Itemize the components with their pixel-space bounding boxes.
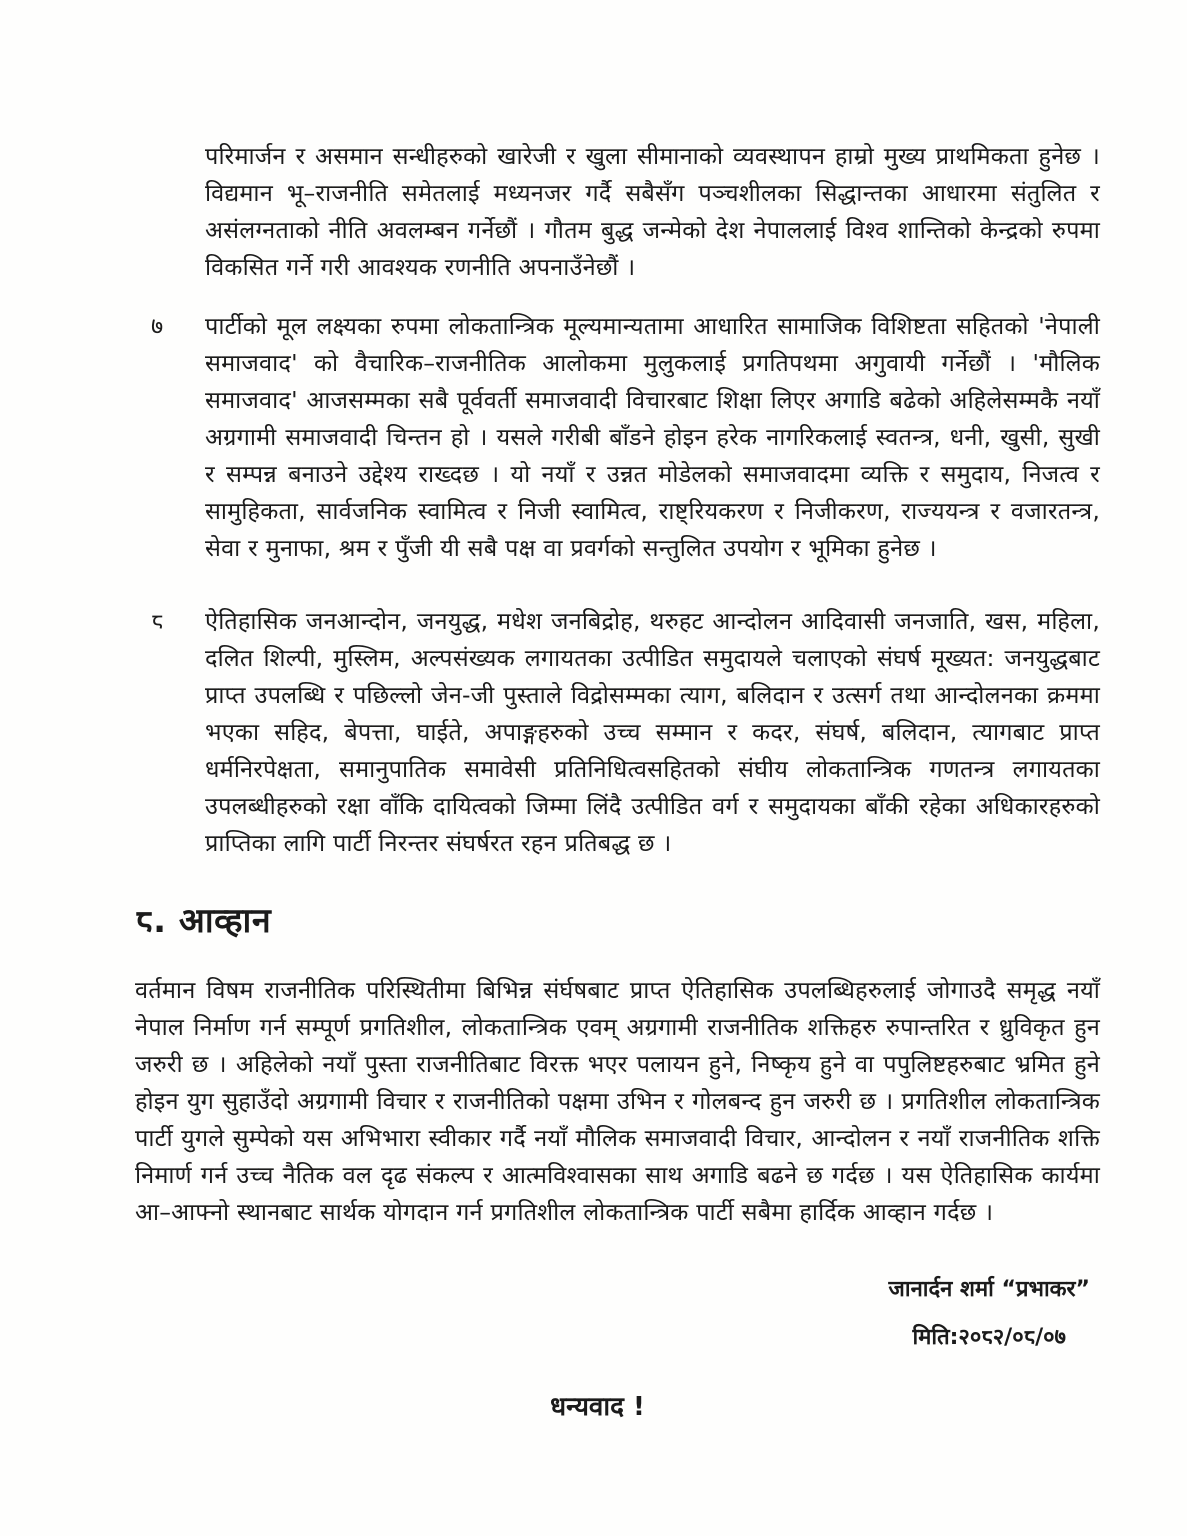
- list-item-8: [135, 603, 1100, 862]
- signature-block: [135, 1275, 1100, 1353]
- signature-name: जानार्दन शर्मा “प्रभाकर”: [888, 1277, 1090, 1302]
- closing-paragraph: वर्तमान विषम राजनीतिक परिस्थितीमा बिभिन्न संर्घषबाट प्राप्त ऐतिहासिक उपलब्धिहरुलाई जोगाउदै समृद्ध नयाँ नेपाल निर्माण गर्न सम्पूर्ण प्रगतिशील, लोकतान्त्रिक एवम् अग्रगामी राजनीतिक शक्तिहरु रुपान्तरित र ध्रुविकृत हुन जरुरी छ । अहिलेको नयाँ पुस्ता राजनीतिबाट विरक्त भएर पलायन हुने, निष्कृय हुने वा पपुलिष्टहरुबाट भ्रमित हुने होइन युग सुहाउँदो अग्रगामी विचार र राजनीतिको पक्षमा उभिन र गोलबन्द हुन जरुरी छ । प्रगतिशील लोकतान्त्रिक पार्टी युगले सुम्पेको यस अभिभारा स्वीकार गर्दै नयाँ मौलिक समाजवादी विचार, आन्दोलन र नयाँ राजनीतिक शक्ति निमार्ण गर्न उच्च नैतिक वल दृढ संकल्प र आत्मविश्वासका साथ अगाडि बढने छ गर्दछ । यस ऐतिहासिक कार्यमा आ–आफ्नो स्थानबाट सार्थक योगदान गर्न प्रगतिशील लोकतान्त्रिक पार्टी सबैमा हार्दिक आव्हान गर्दछ ।: [135, 976, 1100, 1226]
- signature-date: मिति:२०८२/०८/०७: [912, 1325, 1066, 1350]
- section-heading-aavhan: ८. आव्हान: [135, 901, 272, 941]
- thanks-line: धन्यवाद !: [550, 1392, 645, 1422]
- list-item-7-text: पार्टीको मूल लक्ष्यका रुपमा लोकतान्त्रिक मूल्यमान्यतामा आधारित सामाजिक विशिष्टता सहितको 'नेपाली समाजवाद' को वैचारिक–राजनीतिक आलोकमा मुलुकलाई प्रगतिपथमा अगुवायी गर्नेछौं । 'मौलिक समाजवाद' आजसम्मका सबै पूर्ववर्ती समाजवादी विचारबाट शिक्षा लिएर अगाडि बढेको अहिलेसम्मकै नयाँ अग्रगामी समाजवादी चिन्तन हो । यसले गरीबी बाँडने होइन हरेक नागरिकलाई स्वतन्त्र, धनी, खुसी, सुखी र सम्पन्न बनाउने उद्देश्य राख्दछ । यो नयाँ र उन्नत मोडेलको समाजवादमा व्यक्ति र समुदाय, निजत्व र सामुहिकता, सार्वजनिक स्वामित्व र निजी स्वामित्व, राष्ट्रियकरण र निजीकरण, राज्ययन्त्र र वजारतन्त्र, सेवा र मुनाफा, श्रम र पुँजी यी सबै पक्ष वा प्रवर्गको सन्तुलित उपयोग र भूमिका हुनेछ ।: [205, 312, 1100, 562]
- list-item-7: [135, 308, 1100, 567]
- list-item-8-text: ऐतिहासिक जनआन्दोन, जनयुद्ध, मधेश जनबिद्रोह, थरुहट आन्दोलन आदिवासी जनजाति, खस, महिला, दलित शिल्पी, मुस्लिम, अल्पसंख्यक लगायतका उत्पीडित समुदायले चलाएको संघर्ष मूख्यत: जनयुद्धबाट प्राप्त उपलब्धि र पछिल्लो जेन-जी पुस्ताले विद्रोसम्मका त्याग, बलिदान र उत्सर्ग तथा आन्दोलनका क्रममा भएका सहिद, बेपत्ता, घाईते, अपाङ्गहरुको उच्च सम्मान र कदर, संघर्ष, बलिदान, त्यागबाट प्राप्त धर्मनिरपेक्षता, समानुपातिक समावेसी प्रतिनिधित्वसहितको संघीय लोकतान्त्रिक गणतन्त्र लगायतका उपलब्धीहरुको रक्षा वाँकि दायित्वको जिम्मा लिंदै उत्पीडित वर्ग र समुदायका बाँकी रहेका अधिकारहरुको प्राप्तिका लागि पार्टी निरन्तर संघर्षरत रहन प्रतिबद्ध छ ।: [205, 607, 1100, 857]
- list-item-8-number: ८: [151, 607, 164, 635]
- intro-continuation-paragraph: परिमार्जन र असमान सन्धीहरुको खारेजी र खुला सीमानाको व्यवस्थापन हाम्रो मुख्य प्राथमिकता हुनेछ । विद्यमान भू–राजनीति समेतलाई मध्यनजर गर्दै सबैसँग पञ्चशीलका सिद्धान्तका आधारमा संतुलित र असंलग्नताको नीति अवलम्बन गर्नेछौं । गौतम बुद्ध जन्मेको देश नेपाललाई विश्व शान्तिको केन्द्रको रुपमा विकसित गर्ने गरी आवश्यक रणनीति अपनाउँनेछौं ।: [205, 142, 1100, 281]
- list-item-7-number: ७: [151, 312, 164, 340]
